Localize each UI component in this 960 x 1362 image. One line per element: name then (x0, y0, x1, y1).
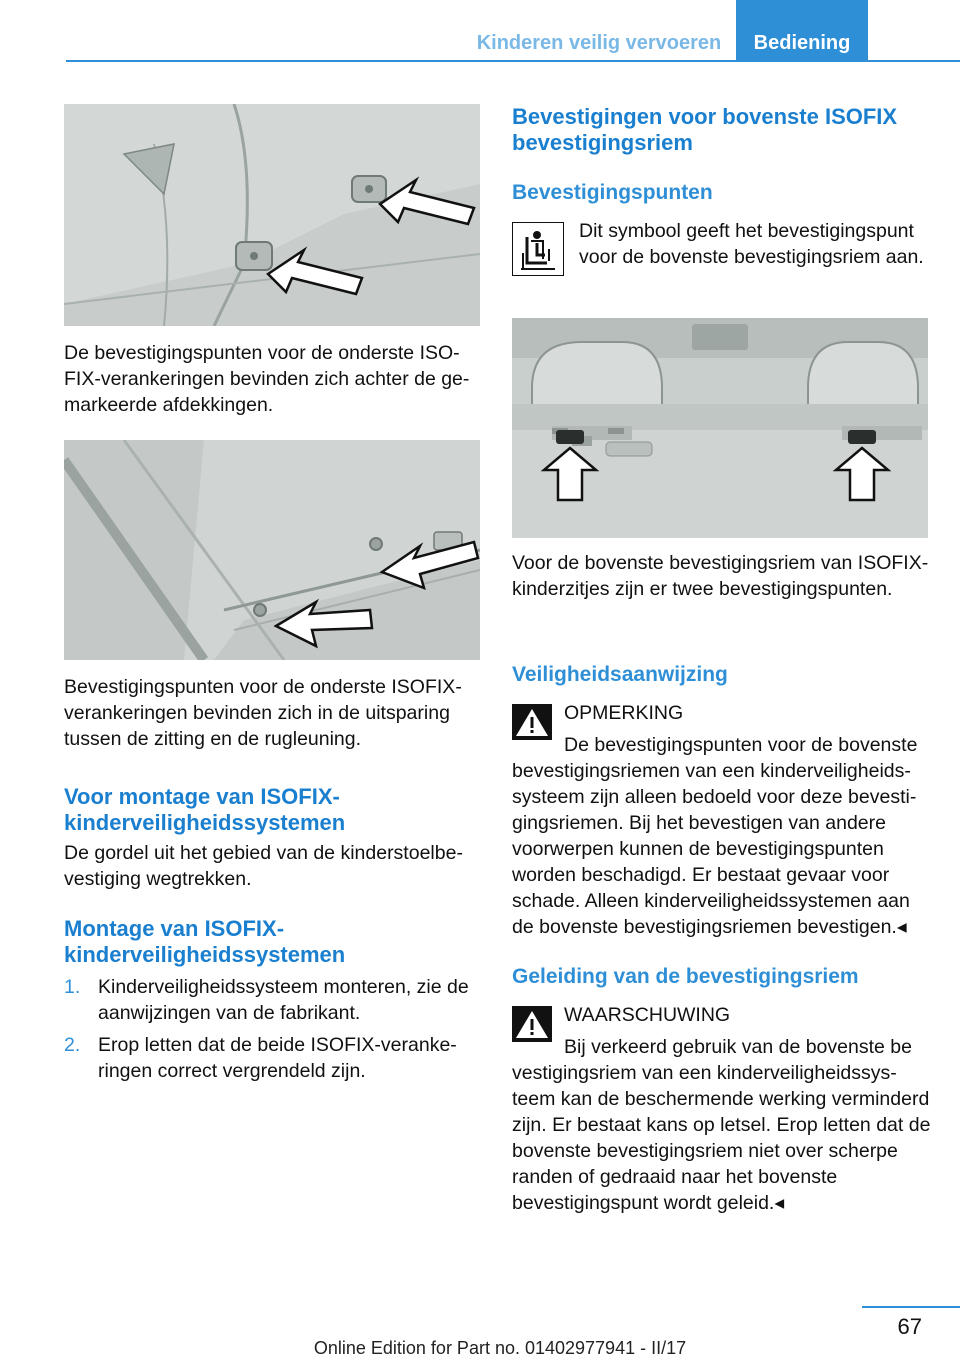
list-item (64, 1032, 482, 1084)
list-number: 1. (64, 976, 81, 998)
warning-text-first: Bij verkeerd gebruik van de bovenste be (564, 1036, 912, 1058)
symbol-description: Dit symbool geeft het bevestigingspunt voor de bovenste bevestigingsriem aan. (579, 220, 924, 268)
page-number: 67 (897, 1314, 922, 1339)
note-label: OPMERKING (564, 702, 684, 724)
heading-anchor-points: Bevestigingspunten (512, 181, 713, 204)
heading-montage-prep: Voor montage van ISOFIX-kinderveiligheidssystemen (64, 784, 346, 835)
list-text: Erop letten dat de beide ISOFIX-verankeringen correct vergrendeld zijn. (98, 1034, 457, 1082)
section-title: Kinderen veilig vervoeren (476, 32, 722, 54)
heading-top-tether: Bevestigingen voor bovenste ISOFIX bevestigingsriem (512, 104, 898, 155)
child-seat-tether-icon (512, 222, 564, 276)
caption-figure-3: Voor de bovenste bevestigingsriem van ISOFIX-kinderzitjes zijn er twee bevestigingspunten. (512, 552, 929, 600)
list-number: 2. (64, 1034, 81, 1056)
header-rule (66, 60, 960, 62)
paragraph-montage-prep: De gordel uit het gebied van de kinderstoelbevestiging wegtrekken. (64, 842, 463, 890)
heading-montage: Montage van ISOFIX-kinderveiligheidssystemen (64, 916, 346, 967)
figure-isofix-covers (64, 104, 480, 326)
page-header (0, 0, 960, 62)
heading-routing: Geleiding van de bevestigingsriem (512, 965, 859, 988)
chapter-tab: Bediening (736, 0, 868, 62)
note-text-first: De bevestigingspunten voor de bovenste (564, 734, 918, 756)
caption-figure-1: De bevestigingspunten voor de onderste ISOFIX-verankeringen bevinden zich achter de gemarkeerde afdekkingen. (64, 342, 470, 416)
list-text: Kinderveiligheidssysteem monteren, zie de aanwijzingen van de fabrikant. (98, 976, 469, 1024)
caption-figure-2: Bevestigingspunten voor de onderste ISOFIX-verankeringen bevinden zich in de uitsparing tussen de zitting en de rugleuning. (64, 676, 462, 750)
warning-label: WAARSCHUWING (564, 1004, 731, 1026)
warning-triangle-icon (512, 1006, 552, 1042)
figure-isofix-gap (64, 440, 480, 660)
edition-line: Online Edition for Part no. 01402977941 - II/17 (313, 1338, 687, 1358)
heading-safety: Veiligheidsaanwijzing (512, 663, 728, 686)
warning-triangle-icon (512, 704, 552, 740)
warning-text: vestigingsriem van een kinderveiligheidssysteem kan de beschermende werking verminderd zijn. Er bestaat kans op letsel. Erop letten dat de bovenste bevestigingsriem niet over scherpe randen of gedraaid naar het bovenste bevestigingspunt wordt geleid.◂ (512, 1062, 931, 1214)
list-item (64, 974, 482, 1026)
footer-rule (862, 1306, 960, 1308)
figure-top-tether-points (512, 318, 928, 538)
note-text: bevestigingsriemen van een kinderveiligheidssysteem zijn alleen bedoeld voor deze bevestigingsriemen. Bij het bevestigen van andere voorwerpen kunnen de bevestigingspunten worden beschadigd. Er bestaat gevaar voor schade. Alleen kinderveiligheidssystemen aan de bovenste bevestigingsriemen bevestigen.◂ (512, 760, 917, 938)
